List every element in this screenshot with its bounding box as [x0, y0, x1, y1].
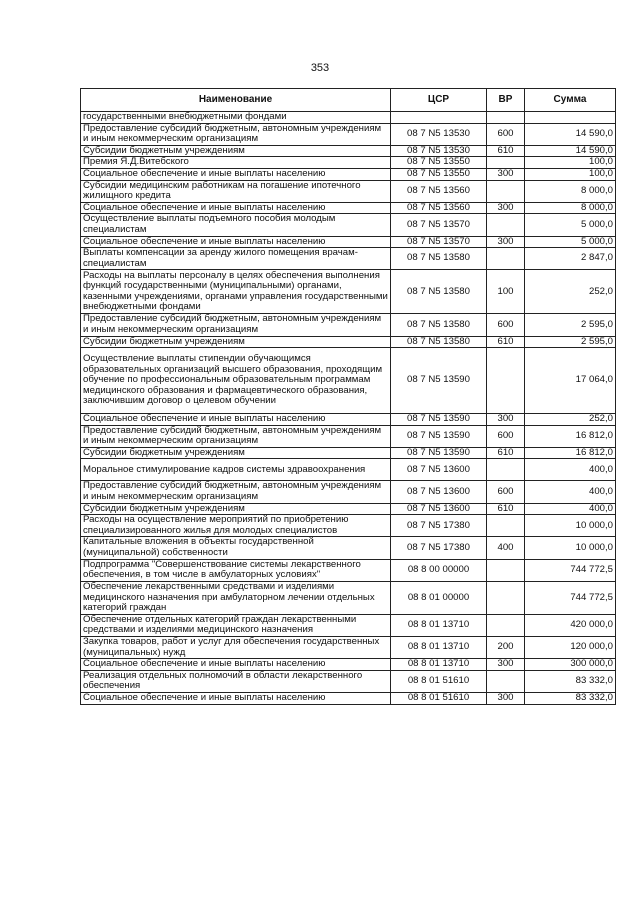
- cell-name: Социальное обеспечение и иные выплаты населению: [81, 659, 391, 671]
- cell-sum: 100,0: [525, 157, 616, 169]
- table-row: [81, 157, 616, 169]
- column-header-name: Наименование: [81, 89, 391, 112]
- cell-vr: 610: [487, 336, 525, 348]
- cell-name: Подпрограмма "Совершенствование системы лекарственного обеспечения, в том числе в амбулаторных условиях": [81, 559, 391, 581]
- cell-csr: 08 7 N5 13580: [391, 336, 487, 348]
- cell-csr: 08 7 N5 13560: [391, 180, 487, 202]
- cell-vr: 610: [487, 145, 525, 157]
- cell-csr: 08 8 00 00000: [391, 559, 487, 581]
- table-row: [81, 447, 616, 459]
- cell-sum: 10 000,0: [525, 537, 616, 559]
- cell-sum: 17 064,0: [525, 348, 616, 414]
- cell-vr: 610: [487, 503, 525, 515]
- cell-name: Премия Я.Д.Витебского: [81, 157, 391, 169]
- cell-csr: [391, 112, 487, 124]
- cell-csr: 08 7 N5 13590: [391, 425, 487, 447]
- cell-name: Субсидии бюджетным учреждениям: [81, 503, 391, 515]
- cell-vr: 300: [487, 202, 525, 214]
- table-row: [81, 537, 616, 559]
- table-header-row: [81, 89, 616, 112]
- cell-sum: 744 772,5: [525, 581, 616, 614]
- cell-csr: 08 7 N5 17380: [391, 537, 487, 559]
- cell-csr: 08 8 01 13710: [391, 614, 487, 636]
- cell-csr: 08 7 N5 13530: [391, 123, 487, 145]
- table-row: [81, 236, 616, 248]
- cell-vr: [487, 515, 525, 537]
- cell-csr: 08 7 N5 13580: [391, 248, 487, 270]
- table-row: [81, 614, 616, 636]
- cell-name: Обеспечение отдельных категорий граждан лекарственными средствами и изделиями медицинского назначения: [81, 614, 391, 636]
- table-row: [81, 637, 616, 659]
- cell-name: Предоставление субсидий бюджетным, автономным учреждениям и иным некоммерческим организациям: [81, 314, 391, 336]
- table-row: [81, 515, 616, 537]
- cell-vr: [487, 670, 525, 692]
- cell-sum: 420 000,0: [525, 614, 616, 636]
- cell-vr: [487, 214, 525, 236]
- cell-csr: 08 7 N5 17380: [391, 515, 487, 537]
- table-row: [81, 659, 616, 671]
- table-row: [81, 692, 616, 704]
- cell-name: Предоставление субсидий бюджетным, автономным учреждениям и иным некоммерческим организациям: [81, 123, 391, 145]
- cell-vr: 300: [487, 692, 525, 704]
- cell-csr: 08 7 N5 13530: [391, 145, 487, 157]
- cell-csr: 08 7 N5 13600: [391, 481, 487, 503]
- cell-csr: 08 7 N5 13580: [391, 314, 487, 336]
- cell-vr: [487, 559, 525, 581]
- cell-vr: [487, 459, 525, 481]
- page-number: 353: [310, 62, 330, 74]
- cell-name: Социальное обеспечение и иные выплаты населению: [81, 202, 391, 214]
- cell-sum: 5 000,0: [525, 236, 616, 248]
- cell-csr: 08 7 N5 13580: [391, 270, 487, 314]
- cell-name: Закупка товаров, работ и услуг для обеспечения государственных (муниципальных) нужд: [81, 637, 391, 659]
- cell-name: Расходы на выплаты персоналу в целях обеспечения выполнения функций государственными (муниципальными) органами, казенными учреждениями, органами управления государственными внебюджетными фондами: [81, 270, 391, 314]
- cell-sum: 14 590,0: [525, 145, 616, 157]
- cell-csr: 08 7 N5 13550: [391, 157, 487, 169]
- cell-csr: 08 8 01 00000: [391, 581, 487, 614]
- table-row: [81, 112, 616, 124]
- table-body: [81, 112, 616, 705]
- cell-vr: [487, 581, 525, 614]
- cell-sum: 8 000,0: [525, 202, 616, 214]
- cell-vr: 300: [487, 414, 525, 426]
- table-row: [81, 559, 616, 581]
- cell-name: Моральное стимулирование кадров системы здравоохранения: [81, 459, 391, 481]
- table-row: [81, 123, 616, 145]
- cell-csr: 08 7 N5 13590: [391, 348, 487, 414]
- cell-sum: 16 812,0: [525, 425, 616, 447]
- cell-csr: 08 8 01 51610: [391, 692, 487, 704]
- cell-sum: 400,0: [525, 503, 616, 515]
- cell-name: Расходы на осуществление мероприятий по приобретению специализированного жилья для молодых специалистов: [81, 515, 391, 537]
- cell-sum: 14 590,0: [525, 123, 616, 145]
- cell-name: Социальное обеспечение и иные выплаты населению: [81, 414, 391, 426]
- cell-name: Субсидии медицинским работникам на погашение ипотечного жилищного кредита: [81, 180, 391, 202]
- cell-sum: 400,0: [525, 481, 616, 503]
- column-header-csr: ЦСР: [391, 89, 487, 112]
- cell-sum: 2 847,0: [525, 248, 616, 270]
- cell-csr: 08 8 01 13710: [391, 637, 487, 659]
- table-row: [81, 202, 616, 214]
- table-row: [81, 481, 616, 503]
- cell-sum: 83 332,0: [525, 692, 616, 704]
- cell-name: Социальное обеспечение и иные выплаты населению: [81, 236, 391, 248]
- cell-sum: 2 595,0: [525, 336, 616, 348]
- cell-csr: 08 8 01 51610: [391, 670, 487, 692]
- table-row: [81, 503, 616, 515]
- cell-vr: [487, 348, 525, 414]
- table-row: [81, 270, 616, 314]
- cell-sum: 400,0: [525, 459, 616, 481]
- cell-sum: 2 595,0: [525, 314, 616, 336]
- cell-sum: [525, 112, 616, 124]
- cell-vr: 400: [487, 537, 525, 559]
- table-row: [81, 414, 616, 426]
- cell-name: Субсидии бюджетным учреждениям: [81, 336, 391, 348]
- cell-csr: 08 7 N5 13550: [391, 168, 487, 180]
- cell-name: Субсидии бюджетным учреждениям: [81, 447, 391, 459]
- cell-sum: 252,0: [525, 270, 616, 314]
- column-header-sum: Сумма: [525, 89, 616, 112]
- cell-vr: 600: [487, 481, 525, 503]
- table-row: [81, 314, 616, 336]
- cell-sum: 10 000,0: [525, 515, 616, 537]
- cell-name: Предоставление субсидий бюджетным, автономным учреждениям и иным некоммерческим организациям: [81, 481, 391, 503]
- cell-vr: 300: [487, 168, 525, 180]
- cell-vr: 600: [487, 123, 525, 145]
- cell-csr: 08 8 01 13710: [391, 659, 487, 671]
- cell-name: Обеспечение лекарственными средствами и изделиями медицинского назначения при амбулаторном лечении отдельных категорий граждан: [81, 581, 391, 614]
- cell-vr: [487, 180, 525, 202]
- table-row: [81, 581, 616, 614]
- cell-vr: 100: [487, 270, 525, 314]
- cell-name: Реализация отдельных полномочий в области лекарственного обеспечения: [81, 670, 391, 692]
- cell-name: Предоставление субсидий бюджетным, автономным учреждениям и иным некоммерческим организациям: [81, 425, 391, 447]
- table-row: [81, 425, 616, 447]
- cell-csr: 08 7 N5 13570: [391, 214, 487, 236]
- cell-sum: 120 000,0: [525, 637, 616, 659]
- cell-csr: 08 7 N5 13590: [391, 414, 487, 426]
- table-row: [81, 145, 616, 157]
- column-header-vr: ВР: [487, 89, 525, 112]
- cell-sum: 100,0: [525, 168, 616, 180]
- cell-csr: 08 7 N5 13570: [391, 236, 487, 248]
- cell-name: Социальное обеспечение и иные выплаты населению: [81, 692, 391, 704]
- cell-sum: 744 772,5: [525, 559, 616, 581]
- table-row: [81, 180, 616, 202]
- cell-sum: 300 000,0: [525, 659, 616, 671]
- cell-vr: 600: [487, 314, 525, 336]
- cell-sum: 8 000,0: [525, 180, 616, 202]
- cell-name: Социальное обеспечение и иные выплаты населению: [81, 168, 391, 180]
- cell-csr: 08 7 N5 13600: [391, 459, 487, 481]
- cell-name: Капитальные вложения в объекты государственной (муниципальной) собственности: [81, 537, 391, 559]
- cell-sum: 16 812,0: [525, 447, 616, 459]
- cell-vr: [487, 112, 525, 124]
- budget-table: [80, 88, 616, 705]
- table-row: [81, 348, 616, 414]
- cell-name: Выплаты компенсации за аренду жилого помещения врачам-специалистам: [81, 248, 391, 270]
- cell-vr: 600: [487, 425, 525, 447]
- cell-sum: 83 332,0: [525, 670, 616, 692]
- cell-vr: 300: [487, 659, 525, 671]
- cell-csr: 08 7 N5 13600: [391, 503, 487, 515]
- cell-name: Осуществление выплаты стипендии обучающимся образовательных организаций высшего образования, проходящим обучение по профессиональным образовательным программам медицинского образования и фармацевтического образования, заключившим договор о целевом обучении: [81, 348, 391, 414]
- table-row: [81, 670, 616, 692]
- table-row: [81, 248, 616, 270]
- cell-vr: 200: [487, 637, 525, 659]
- table-row: [81, 459, 616, 481]
- cell-name: Осуществление выплаты подъемного пособия молодым специалистам: [81, 214, 391, 236]
- cell-csr: 08 7 N5 13560: [391, 202, 487, 214]
- table-row: [81, 336, 616, 348]
- table-row: [81, 168, 616, 180]
- cell-vr: [487, 157, 525, 169]
- cell-vr: 610: [487, 447, 525, 459]
- cell-name: Субсидии бюджетным учреждениям: [81, 145, 391, 157]
- cell-vr: [487, 248, 525, 270]
- cell-vr: 300: [487, 236, 525, 248]
- cell-sum: 252,0: [525, 414, 616, 426]
- cell-sum: 5 000,0: [525, 214, 616, 236]
- cell-vr: [487, 614, 525, 636]
- table-row: [81, 214, 616, 236]
- cell-csr: 08 7 N5 13590: [391, 447, 487, 459]
- cell-name: государственными внебюджетными фондами: [81, 112, 391, 124]
